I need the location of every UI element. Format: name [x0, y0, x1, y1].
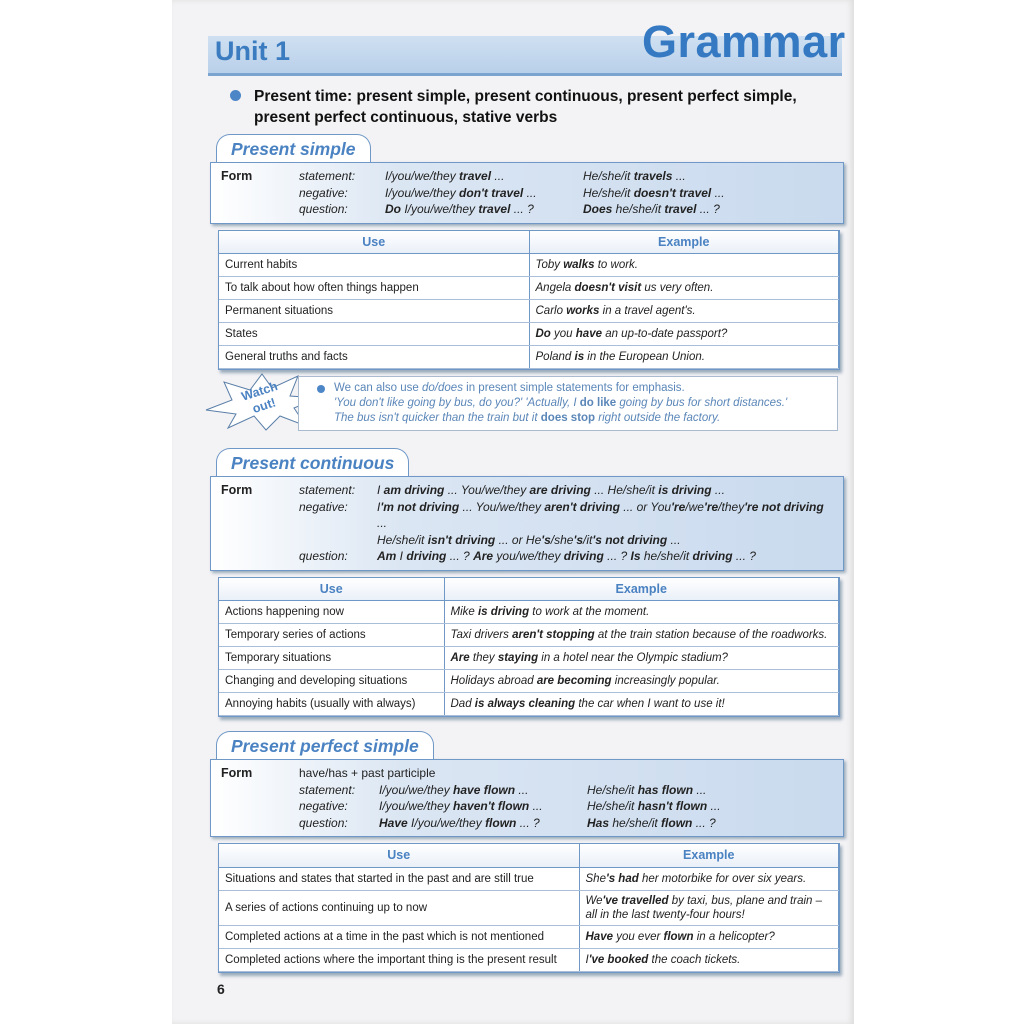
text-segment: I/you/we/they — [379, 799, 454, 813]
form-example — [377, 482, 835, 499]
present-perfect-simple-table — [218, 843, 840, 973]
text-segment: The bus isn't quicker than the train but it — [334, 412, 541, 424]
column-header: Use — [219, 578, 444, 601]
example-cell — [579, 948, 839, 971]
text-segment: Taxi drivers — [450, 629, 513, 641]
header-row — [219, 578, 839, 601]
example-cell — [529, 346, 839, 369]
text-segment: you/we/they — [493, 549, 564, 563]
example-cell — [529, 277, 839, 300]
text-segment: isn't driving — [427, 532, 496, 547]
form-label: Form — [221, 169, 253, 183]
watch-out-line — [334, 396, 831, 411]
text-segment: Am — [377, 549, 397, 563]
watch-out-line — [334, 411, 831, 426]
form-row-label: question: — [299, 549, 348, 563]
use-cell: Temporary series of actions — [219, 624, 444, 647]
table-row — [219, 254, 839, 277]
text-segment: right outside the factory. — [595, 412, 721, 424]
form-example-third-person — [587, 815, 835, 832]
table-row — [219, 277, 839, 300]
text-segment: We can also use — [334, 382, 423, 394]
text-segment: I/you/we/they — [385, 185, 460, 200]
text-segment: going by bus for short distances.' — [616, 397, 788, 409]
text-segment: Have — [379, 815, 408, 830]
text-segment: has flown — [637, 782, 694, 797]
text-segment: ... — [711, 185, 725, 200]
table-row — [219, 323, 839, 346]
text-segment: hasn't flown — [637, 799, 708, 813]
form-row-label: negative: — [299, 799, 348, 813]
use-cell: Actions happening now — [219, 601, 444, 624]
form-row-label: question: — [299, 815, 348, 830]
table-row — [219, 890, 839, 925]
text-segment: /it — [583, 532, 593, 547]
watch-out-note — [298, 376, 838, 431]
topic-text: Present time: present simple, present continuous, present perfect simple, present perfect continuous, stative verbs — [254, 88, 797, 126]
text-segment: does stop — [540, 412, 596, 424]
example-cell — [444, 601, 839, 624]
text-segment: don't travel — [459, 185, 524, 200]
text-segment: ... or He — [495, 532, 542, 547]
text-segment: Mike — [450, 606, 478, 618]
present-continuous-table — [218, 577, 840, 718]
text-segment: you ever — [613, 930, 664, 943]
text-segment: I/you/we/they — [385, 169, 460, 183]
text-segment: flown — [663, 930, 694, 943]
use-cell: Temporary situations — [219, 647, 444, 670]
form-example-third-person — [583, 201, 835, 218]
watch-out-line — [334, 381, 831, 396]
text-segment: doesn't visit — [574, 282, 642, 294]
text-segment: 's had — [605, 872, 639, 885]
text-segment: ... — [711, 483, 725, 497]
text-segment: ... ? — [696, 202, 720, 216]
text-segment: you — [550, 328, 576, 340]
form-label: Form — [221, 483, 253, 497]
table-row — [219, 925, 839, 948]
column-header: Use — [219, 844, 579, 867]
table-row — [219, 647, 839, 670]
text-segment: I/you/we/they — [379, 782, 454, 797]
text-segment: ... You/we/they — [459, 499, 545, 514]
form-intro: have/has + past participle — [299, 766, 436, 780]
present-simple-form-box — [210, 162, 844, 224]
text-segment: Angela — [535, 282, 575, 294]
text-segment: Do — [535, 328, 551, 340]
form-example-third-person — [583, 168, 835, 185]
table-row — [219, 867, 839, 890]
text-segment: ... — [515, 782, 529, 797]
text-segment: driving — [692, 549, 733, 563]
text-segment: staying — [497, 652, 539, 664]
example-cell — [444, 647, 839, 670]
use-cell: A series of actions continuing up to now — [219, 890, 579, 925]
text-segment: Have — [585, 930, 613, 943]
text-segment: have — [575, 328, 602, 340]
use-cell: Annoying habits (usually with always) — [219, 693, 444, 716]
topic-bullet — [230, 86, 830, 128]
example-cell — [529, 323, 839, 346]
use-cell: General truths and facts — [219, 346, 529, 369]
text-segment: have flown — [453, 782, 516, 797]
text-segment: am driving — [383, 483, 445, 497]
text-segment: flown — [661, 815, 693, 830]
text-segment: ... ? — [446, 549, 474, 563]
table-row — [219, 693, 839, 716]
present-continuous-section — [210, 448, 844, 717]
present-continuous-form-box — [210, 476, 844, 571]
use-cell: States — [219, 323, 529, 346]
section-title: Grammar — [642, 16, 846, 67]
text-segment: ... — [707, 799, 721, 813]
text-segment: is always cleaning — [474, 698, 576, 710]
table-row — [219, 601, 839, 624]
text-segment: is — [574, 351, 585, 363]
unit-title: Unit 1 — [215, 36, 291, 66]
text-segment: is driving — [658, 483, 712, 497]
text-segment: he/she/it — [612, 202, 665, 216]
text-segment: ... You/we/they — [444, 483, 530, 497]
text-segment: She — [585, 872, 606, 885]
text-segment: walks — [563, 259, 595, 271]
text-segment: Are — [473, 549, 494, 563]
text-segment: haven't flown — [453, 799, 530, 813]
example-cell — [579, 890, 839, 925]
text-segment: ... ? — [510, 202, 534, 216]
use-cell: To talk about how often things happen — [219, 277, 529, 300]
text-segment: He/she/it — [587, 799, 638, 813]
text-segment: Holidays abroad — [450, 675, 537, 687]
text-segment: ... — [529, 799, 543, 813]
table-row — [219, 948, 839, 971]
form-row-label: statement: — [299, 483, 356, 497]
text-segment: We — [585, 894, 603, 907]
text-segment: he/she/it — [609, 815, 662, 830]
text-segment: ... ? — [692, 815, 716, 830]
text-segment: 'm not driving — [380, 499, 460, 514]
text-segment: Is — [630, 549, 641, 563]
text-segment: 's not driving — [592, 532, 668, 547]
form-row-label: negative: — [299, 499, 348, 514]
header-row — [219, 844, 839, 867]
text-segment: do like — [579, 397, 617, 409]
bullet-icon — [230, 90, 241, 101]
form-example — [377, 532, 835, 549]
column-header: Example — [529, 231, 839, 254]
form-row-label — [299, 532, 369, 549]
text-segment: travel — [664, 202, 697, 216]
use-cell: Changing and developing situations — [219, 670, 444, 693]
form-example-third-person — [587, 798, 835, 815]
column-header: Example — [579, 844, 839, 867]
example-cell — [579, 867, 839, 890]
text-segment: 's — [573, 532, 583, 547]
form-example-third-person — [587, 782, 835, 799]
text-segment: I/you/we/they — [407, 815, 486, 830]
text-segment: driving — [406, 549, 447, 563]
page-number: 6 — [217, 980, 225, 997]
text-segment: I — [377, 499, 381, 514]
text-segment: /she — [550, 532, 574, 547]
text-segment: He/she/it — [583, 185, 634, 200]
text-segment: do/does — [422, 382, 463, 394]
present-simple-table — [218, 230, 840, 371]
text-segment: he/she/it — [640, 549, 693, 563]
present-perfect-simple-section — [210, 731, 844, 973]
use-cell: Completed actions where the important thing is the present result — [219, 948, 579, 971]
form-example — [385, 201, 575, 218]
text-segment: He/she/it — [587, 782, 638, 797]
example-cell — [444, 693, 839, 716]
text-segment: an up-to-date passport? — [602, 328, 728, 340]
text-segment: I/you/we/they — [401, 202, 479, 216]
table-row — [219, 624, 839, 647]
bullet-icon — [317, 385, 325, 393]
text-segment: travels — [633, 169, 673, 183]
text-segment: is driving — [477, 606, 530, 618]
header-row — [219, 231, 839, 254]
text-segment: 're not driving — [744, 499, 824, 514]
text-segment: aren't driving — [544, 499, 620, 514]
form-example — [379, 782, 579, 799]
text-segment: ... — [672, 169, 686, 183]
text-segment: 're — [703, 499, 719, 514]
use-cell: Completed actions at a time in the past which is not mentioned — [219, 925, 579, 948]
text-segment: Has — [587, 815, 610, 830]
text-segment: 'You don't like going by bus, do you?' 'Actually, I — [334, 397, 580, 409]
form-example — [379, 798, 579, 815]
present-simple-section — [210, 134, 844, 370]
text-segment: travel — [478, 202, 511, 216]
table-row — [219, 670, 839, 693]
text-segment: ... ? — [732, 549, 756, 563]
text-segment: flown — [485, 815, 517, 830]
example-cell — [579, 925, 839, 948]
text-segment: at the train station because of the roadworks. — [594, 629, 828, 641]
use-cell: Permanent situations — [219, 300, 529, 323]
text-segment: /they — [718, 499, 745, 514]
text-segment: ... — [523, 185, 537, 200]
text-segment: to work at the moment. — [529, 606, 650, 618]
text-segment: 're — [671, 499, 686, 514]
text-segment: ... ? — [516, 815, 540, 830]
text-segment: I — [396, 549, 407, 563]
form-row-label: negative: — [299, 185, 348, 200]
form-row-label: statement: — [299, 169, 356, 183]
text-segment: ... — [491, 169, 505, 183]
text-segment: 've booked — [588, 953, 649, 966]
text-segment: Poland — [535, 351, 575, 363]
form-example-third-person — [583, 185, 835, 202]
text-segment: in a hotel near the Olympic stadium? — [538, 652, 728, 664]
text-segment: her motorbike for over six years. — [638, 872, 807, 885]
text-segment: I — [585, 953, 589, 966]
text-segment: they — [469, 652, 498, 664]
text-segment: Toby — [535, 259, 564, 271]
text-segment: He/she/it — [583, 169, 634, 183]
text-segment: 's — [541, 532, 551, 547]
form-example — [385, 185, 575, 202]
table-row — [219, 300, 839, 323]
text-segment: Do — [385, 202, 401, 216]
example-cell — [529, 300, 839, 323]
text-segment: in a helicopter? — [693, 930, 775, 943]
example-cell — [529, 254, 839, 277]
text-segment: are becoming — [536, 675, 612, 687]
column-header: Use — [219, 231, 529, 254]
text-segment: in present simple statements for emphasis. — [462, 382, 685, 394]
text-segment: I — [377, 483, 384, 497]
grammar-content — [210, 134, 844, 997]
text-segment: driving — [563, 549, 604, 563]
text-segment: works — [566, 305, 600, 317]
text-segment: the coach tickets. — [648, 953, 741, 966]
present-perfect-simple-form-box — [210, 759, 844, 837]
present-perfect-simple-heading: Present perfect simple — [216, 731, 434, 759]
text-segment: Does — [583, 202, 613, 216]
text-segment: Carlo — [535, 305, 567, 317]
text-segment: are driving — [529, 483, 591, 497]
text-segment: us very often. — [641, 282, 714, 294]
text-segment: increasingly popular. — [611, 675, 720, 687]
form-row-label: question: — [299, 202, 348, 216]
text-segment: 've travelled — [602, 894, 669, 907]
text-segment: aren't stopping — [512, 629, 595, 641]
text-segment: Dad — [450, 698, 475, 710]
text-segment: travel — [459, 169, 492, 183]
column-header: Example — [444, 578, 839, 601]
form-example — [377, 548, 835, 565]
text-segment: ... — [377, 516, 388, 530]
text-segment: /we — [685, 499, 704, 514]
present-simple-heading: Present simple — [216, 134, 371, 162]
text-segment: ... ? — [603, 549, 631, 563]
form-example — [377, 499, 835, 532]
text-segment: to work. — [594, 259, 639, 271]
text-segment: doesn't travel — [633, 185, 712, 200]
text-segment: in the European Union. — [584, 351, 705, 363]
present-continuous-heading: Present continuous — [216, 448, 409, 476]
watch-out-badge: Watch out! — [239, 379, 280, 416]
example-cell — [444, 670, 839, 693]
text-segment: Are — [450, 652, 470, 664]
use-cell: Current habits — [219, 254, 529, 277]
text-segment: ... — [693, 782, 707, 797]
use-cell: Situations and states that started in the past and are still true — [219, 867, 579, 890]
text-segment: in a travel agent's. — [599, 305, 696, 317]
text-segment: the car when I want to use it! — [575, 698, 725, 710]
form-row-label: statement: — [299, 782, 356, 797]
text-segment: He/she/it — [377, 532, 428, 547]
table-row — [219, 346, 839, 369]
watch-out-section — [210, 376, 844, 434]
text-segment: ... He/she/it — [590, 483, 659, 497]
form-example — [385, 168, 575, 185]
text-segment: ... — [667, 532, 681, 547]
text-segment: ... or You — [619, 499, 672, 514]
form-label: Form — [221, 766, 253, 780]
text-segment: by taxi, bus, plane and train – all in the last twenty-four hours! — [585, 894, 823, 921]
form-example — [379, 815, 579, 832]
example-cell — [444, 624, 839, 647]
